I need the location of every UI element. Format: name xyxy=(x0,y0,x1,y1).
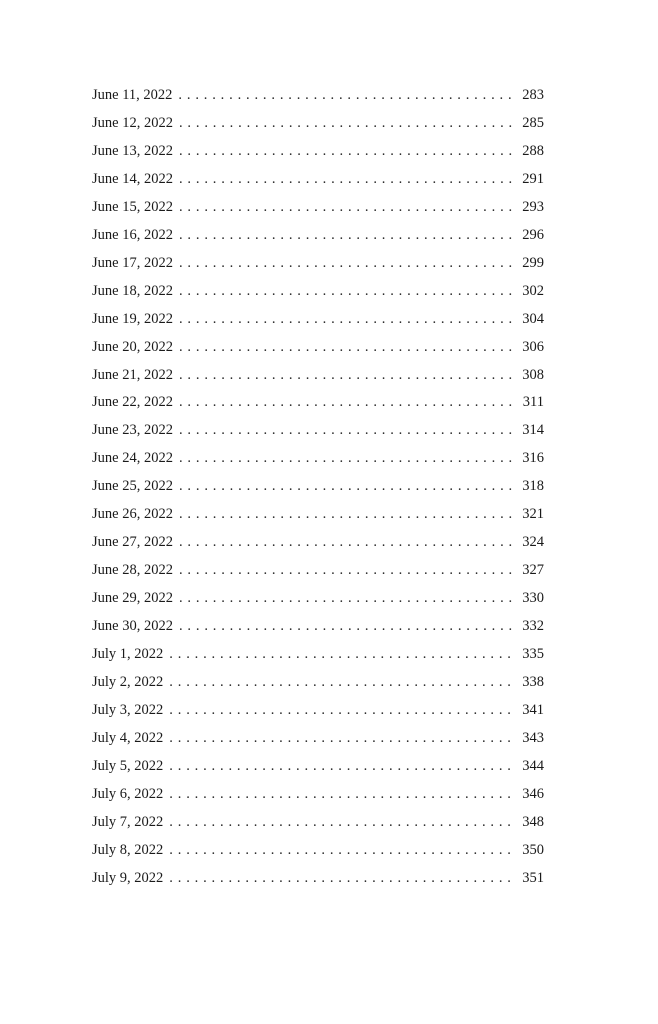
entry-date: June 29, 2022 xyxy=(92,590,173,607)
toc-entry[interactable] xyxy=(92,753,544,781)
dot-leader xyxy=(179,473,516,501)
toc-entry[interactable] xyxy=(92,837,544,865)
entry-date: June 23, 2022 xyxy=(92,422,173,439)
dot-leader xyxy=(179,110,516,138)
entry-page-number: 346 xyxy=(522,785,544,802)
dot-leader xyxy=(169,809,516,837)
toc-entry[interactable] xyxy=(92,669,544,697)
entry-page-number: 306 xyxy=(522,338,544,355)
dot-leader xyxy=(179,222,516,250)
entry-page-number: 348 xyxy=(522,813,544,830)
toc-entry[interactable] xyxy=(92,865,544,893)
entry-date: July 8, 2022 xyxy=(92,841,164,858)
entry-date: July 9, 2022 xyxy=(92,869,164,886)
toc-entry[interactable] xyxy=(92,138,544,166)
entry-page-number: 350 xyxy=(522,841,544,858)
entry-page-number: 344 xyxy=(522,757,544,774)
toc-entry[interactable] xyxy=(92,697,544,725)
entry-page-number: 318 xyxy=(522,478,544,495)
toc-entry[interactable] xyxy=(92,362,544,390)
entry-page-number: 299 xyxy=(522,254,544,271)
entry-page-number: 335 xyxy=(522,646,544,663)
entry-page-number: 293 xyxy=(522,198,544,215)
entry-date: June 26, 2022 xyxy=(92,506,173,523)
dot-leader xyxy=(179,445,516,473)
dot-leader xyxy=(179,194,516,222)
entry-page-number: 314 xyxy=(522,422,544,439)
dot-leader xyxy=(169,781,516,809)
dot-leader xyxy=(169,725,516,753)
toc-entry[interactable] xyxy=(92,250,544,278)
entry-date: July 2, 2022 xyxy=(92,674,164,691)
entry-page-number: 308 xyxy=(522,366,544,383)
dot-leader xyxy=(179,585,516,613)
entry-page-number: 332 xyxy=(522,618,544,635)
toc-entry[interactable] xyxy=(92,473,544,501)
entry-date: June 11, 2022 xyxy=(92,87,173,103)
dot-leader xyxy=(179,501,516,529)
entry-date: June 28, 2022 xyxy=(92,562,173,579)
entry-date: June 14, 2022 xyxy=(92,170,173,187)
entry-page-number: 330 xyxy=(522,590,544,607)
entry-date: June 17, 2022 xyxy=(92,254,173,271)
toc-entry[interactable] xyxy=(92,389,544,417)
entry-date: June 12, 2022 xyxy=(92,114,173,131)
toc-entry[interactable] xyxy=(92,417,544,445)
entry-date: July 4, 2022 xyxy=(92,729,164,746)
dot-leader xyxy=(179,306,516,334)
entry-page-number: 304 xyxy=(522,310,544,327)
entry-date: June 27, 2022 xyxy=(92,534,173,551)
dot-leader xyxy=(178,82,516,110)
dot-leader xyxy=(179,557,516,585)
entry-date: July 5, 2022 xyxy=(92,757,164,774)
entry-page-number: 296 xyxy=(522,226,544,243)
toc-entry[interactable] xyxy=(92,585,544,613)
entry-page-number: 285 xyxy=(522,114,544,131)
dot-leader xyxy=(179,389,517,417)
dot-leader xyxy=(169,865,516,893)
entry-page-number: 302 xyxy=(522,282,544,299)
dot-leader xyxy=(169,697,516,725)
toc-entry[interactable] xyxy=(92,445,544,473)
toc-entry[interactable] xyxy=(92,501,544,529)
dot-leader xyxy=(179,250,516,278)
entry-page-number: 343 xyxy=(522,729,544,746)
toc-entry[interactable] xyxy=(92,194,544,222)
entry-date: July 1, 2022 xyxy=(92,646,164,663)
entry-date: June 22, 2022 xyxy=(92,394,173,411)
toc-entry[interactable] xyxy=(92,334,544,362)
entry-page-number: 288 xyxy=(522,142,544,159)
entry-page-number: 338 xyxy=(522,674,544,691)
entry-page-number: 324 xyxy=(522,534,544,551)
toc-entry[interactable] xyxy=(92,222,544,250)
entry-page-number: 316 xyxy=(522,450,544,467)
entry-page-number: 283 xyxy=(522,87,544,103)
dot-leader xyxy=(179,138,516,166)
dot-leader xyxy=(179,334,516,362)
entry-date: June 16, 2022 xyxy=(92,226,173,243)
toc-entry[interactable] xyxy=(92,809,544,837)
entry-page-number: 291 xyxy=(522,170,544,187)
entry-date: June 15, 2022 xyxy=(92,198,173,215)
dot-leader xyxy=(179,278,516,306)
dot-leader xyxy=(179,613,516,641)
entry-date: June 21, 2022 xyxy=(92,366,173,383)
entry-date: June 20, 2022 xyxy=(92,338,173,355)
entry-date: June 18, 2022 xyxy=(92,282,173,299)
entry-page-number: 321 xyxy=(522,506,544,523)
toc-entry[interactable] xyxy=(92,306,544,334)
toc-entry[interactable] xyxy=(92,529,544,557)
dot-leader xyxy=(169,669,516,697)
toc-entry[interactable] xyxy=(92,166,544,194)
dot-leader xyxy=(179,166,516,194)
dot-leader xyxy=(169,837,516,865)
toc-entry[interactable] xyxy=(92,613,544,641)
entry-page-number: 327 xyxy=(522,562,544,579)
table-of-contents xyxy=(92,82,544,893)
entry-date: June 19, 2022 xyxy=(92,310,173,327)
dot-leader xyxy=(179,529,516,557)
toc-entry[interactable] xyxy=(92,725,544,753)
entry-date: June 24, 2022 xyxy=(92,450,173,467)
entry-date: June 25, 2022 xyxy=(92,478,173,495)
toc-entry[interactable] xyxy=(92,641,544,669)
entry-date: July 6, 2022 xyxy=(92,785,164,802)
dot-leader xyxy=(179,362,516,390)
entry-date: July 3, 2022 xyxy=(92,701,164,718)
toc-entry[interactable] xyxy=(92,110,544,138)
toc-entry[interactable] xyxy=(92,278,544,306)
entry-date: June 30, 2022 xyxy=(92,618,173,635)
entry-page-number: 351 xyxy=(522,869,544,886)
dot-leader xyxy=(169,753,516,781)
toc-entry[interactable] xyxy=(92,781,544,809)
entry-page-number: 341 xyxy=(522,701,544,718)
toc-entry[interactable] xyxy=(92,82,544,110)
entry-date: July 7, 2022 xyxy=(92,813,164,830)
dot-leader xyxy=(169,641,516,669)
dot-leader xyxy=(179,417,516,445)
entry-date: June 13, 2022 xyxy=(92,142,173,159)
toc-entry[interactable] xyxy=(92,557,544,585)
entry-page-number: 311 xyxy=(522,394,544,411)
